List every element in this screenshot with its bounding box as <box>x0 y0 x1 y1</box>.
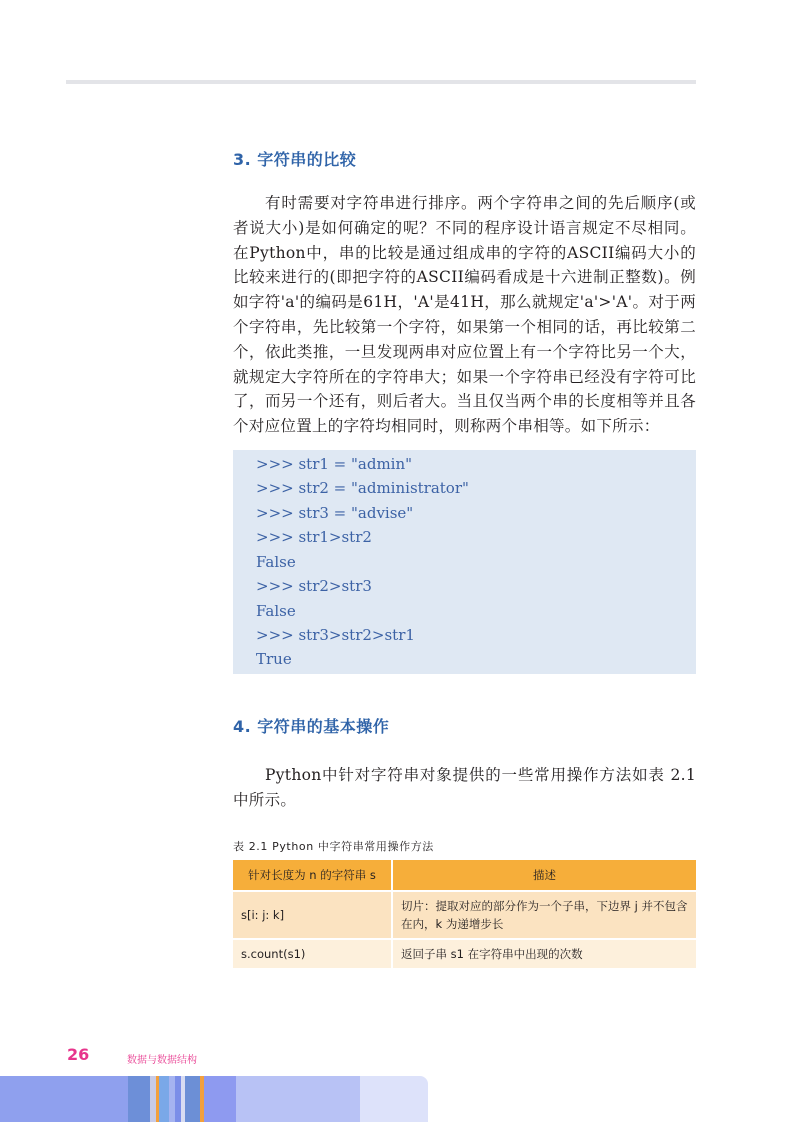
table-cell: s.count(s1) <box>233 939 392 968</box>
section-4-heading: 4. 字符串的基本操作 <box>233 717 390 736</box>
code-block <box>233 450 696 674</box>
table-cell: 返回子串 s1 在字符串中出现的次数 <box>392 939 696 968</box>
table-caption: 表 2.1 Python 中字符串常用操作方法 <box>233 840 434 853</box>
section-3-paragraph: 有时需要对字符串进行排序。两个字符串之间的先后顺序(或者说大小)是如何确定的呢？不同的程序设计语言规定不尽相同。在Python中，串的比较是通过组成串的字符的ASCII编码大小的比较来进行的(即把字符的ASCII编码看成是十六进制正整数)。例如字符'a'的编码是61H，'A'是41H，那么就规定'a'>'A'。对于两个字符串，先比较第一个字符，如果第一个相同的话，再比较第二个，依此类推，一旦发现两串对应位置上有一个字符比另一个大，就规定大字符所在的字符串大；如果一个字符串已经没有字符可比了，而另一个还有，则后者大。当且仅当两个串的长度相等并且各个对应位置上的字符均相同时，则称两个串相等。如下所示： <box>233 194 696 436</box>
table-cell: s[i: j: k] <box>233 891 392 939</box>
code-line: False <box>256 602 296 620</box>
code-line: >>> str2 = "administrator" <box>256 479 469 497</box>
table-header-cell: 针对长度为 n 的字符串 s <box>233 860 392 891</box>
page-number: 26 <box>67 1045 90 1064</box>
table-header-row <box>233 860 696 891</box>
section-4-paragraph: Python中针对字符串对象提供的一些常用操作方法如表 2.1 中所示。 <box>233 766 696 809</box>
table-row <box>233 939 696 968</box>
section-3-heading: 3. 字符串的比较 <box>233 150 357 169</box>
book-title: 数据与数据结构 <box>127 1055 197 1066</box>
top-rule <box>66 80 696 84</box>
code-line: >>> str3 = "advise" <box>256 504 414 522</box>
table-cell: 切片：提取对应的部分作为一个子串，下边界 j 并不包含在内，k 为递增步长 <box>392 891 696 939</box>
string-operations-table <box>233 860 696 968</box>
code-line: >>> str1>str2 <box>256 528 372 546</box>
code-line: False <box>256 553 296 571</box>
table-row <box>233 891 696 939</box>
code-line: >>> str2>str3 <box>256 577 372 595</box>
table-header-cell: 描述 <box>392 860 696 891</box>
code-line: >>> str1 = "admin" <box>256 455 413 473</box>
code-line: >>> str3>str2>str1 <box>256 626 415 644</box>
code-line: True <box>256 650 292 668</box>
footer-color-band <box>0 1076 800 1122</box>
